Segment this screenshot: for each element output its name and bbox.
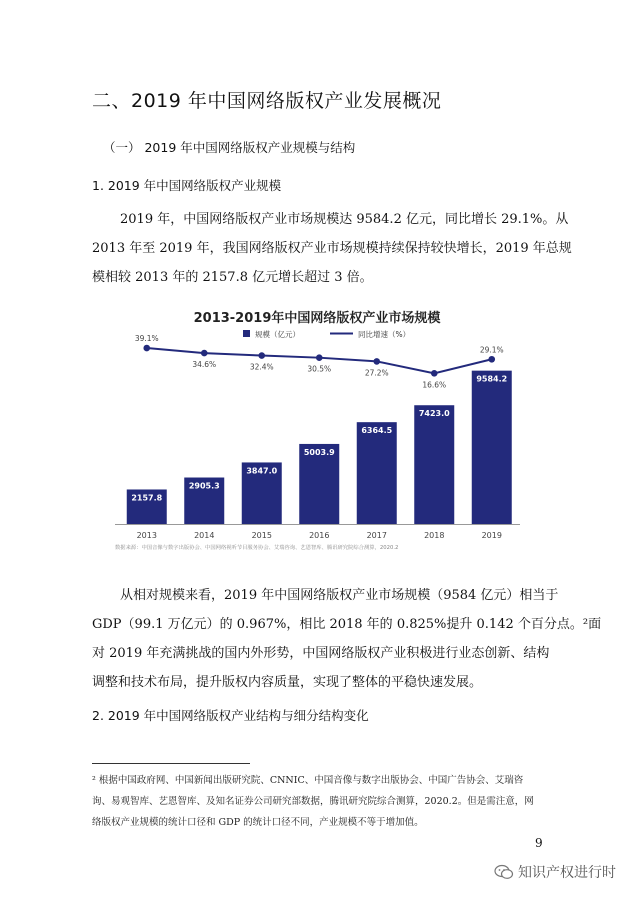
paragraph-line: 调整和技术布局，提升版权内容质量，实现了整体的平稳快速发展。 bbox=[92, 675, 483, 690]
paragraph-line: 从相对规模来看，2019 年中国网络版权产业市场规模（9584 亿元）相当于 bbox=[120, 588, 559, 603]
chart-legend bbox=[243, 329, 410, 339]
footnote-line: ² 根据中国政府网、中国新闻出版研究院、CNNIC、中国音像与数字出版协会、中国广告协会、艾瑞咨 bbox=[92, 775, 524, 786]
subsubsection-heading-1: 1. 2019 年中国网络版权产业规模 bbox=[92, 178, 282, 193]
growth-point bbox=[316, 354, 323, 361]
paragraph-line: 对 2019 年充满挑战的国内外形势，中国网络版权产业积极进行业态创新、结构 bbox=[92, 646, 550, 661]
chart-title: 2013-2019年中国网络版权产业市场规模 bbox=[193, 311, 441, 326]
paragraph-line: 2013 年至 2019 年，我国网络版权产业市场规模持续保持较快增长，2019 年总规 bbox=[92, 241, 572, 256]
paragraph-line: 2019 年，中国网络版权产业市场规模达 9584.2 亿元，同比增长 29.1%。从 bbox=[120, 212, 569, 227]
subsection-heading: （一） 2019 年中国网络版权产业规模与结构 bbox=[103, 140, 356, 155]
x-tick-label: 2015 bbox=[251, 531, 272, 540]
watermark bbox=[494, 862, 616, 882]
growth-point bbox=[258, 352, 265, 359]
footnote-line: 询、易观智库、艺恩智库、及知名证券公司研究部数据，腾讯研究院综合测算，2020.2。但是需注意，网 bbox=[92, 796, 534, 807]
paragraph-line: GDP（99.1 万亿元）的 0.967%，相比 2018 年的 0.825%提升 0.142 个百分点。²面 bbox=[92, 617, 602, 632]
subsubsection-heading-2: 2. 2019 年中国网络版权产业结构与细分结构变化 bbox=[92, 708, 369, 723]
growth-label: 27.2% bbox=[364, 368, 389, 378]
growth-label: 16.6% bbox=[422, 380, 447, 390]
x-tick-label: 2018 bbox=[424, 531, 445, 540]
bar-value-label: 7423.0 bbox=[418, 409, 450, 419]
growth-label: 39.1% bbox=[134, 334, 159, 344]
growth-label: 32.4% bbox=[249, 362, 274, 372]
bar-value-label: 3847.0 bbox=[246, 466, 278, 476]
x-tick-label: 2014 bbox=[194, 531, 215, 540]
legend-line-label: 同比增速（%） bbox=[358, 330, 411, 339]
chart-source: 数据来源：中国音像与数字出版协会、中国网络视听节目服务协会、艾瑞咨询、艺恩智库、腾讯研究院综合测算，2020.2 bbox=[115, 545, 399, 551]
bar-2018 bbox=[414, 405, 454, 524]
x-tick-label: 2016 bbox=[309, 531, 330, 540]
market-size-chart bbox=[105, 300, 530, 552]
paragraph-2 bbox=[92, 581, 602, 697]
footnote-divider bbox=[92, 763, 250, 764]
bar-value-label: 2905.3 bbox=[188, 481, 220, 491]
bar-value-label: 5003.9 bbox=[303, 447, 335, 457]
wechat-icon bbox=[494, 864, 514, 880]
growth-label: 29.1% bbox=[479, 345, 504, 355]
bar-value-label: 9584.2 bbox=[476, 374, 508, 384]
growth-point bbox=[488, 356, 495, 363]
x-tick-label: 2013 bbox=[136, 531, 157, 540]
growth-point bbox=[431, 370, 438, 377]
bar-value-label: 2157.8 bbox=[131, 493, 163, 503]
x-tick-label: 2019 bbox=[481, 531, 502, 540]
growth-point bbox=[373, 358, 380, 365]
bar-value-label: 6364.5 bbox=[361, 426, 393, 436]
x-tick-label: 2017 bbox=[366, 531, 387, 540]
legend-bar-label: 规模（亿元） bbox=[255, 330, 300, 339]
paragraph-1 bbox=[92, 205, 572, 292]
growth-label: 30.5% bbox=[307, 364, 332, 374]
growth-label: 34.6% bbox=[192, 360, 217, 370]
bar-2017 bbox=[357, 422, 397, 524]
footnote-line: 络版权产业规模的统计口径和 GDP 的统计口径不同，产业规模不等于增加值。 bbox=[92, 817, 424, 828]
section-heading: 二、2019 年中国网络版权产业发展概况 bbox=[92, 90, 442, 112]
growth-point bbox=[143, 345, 150, 352]
bar-2019 bbox=[472, 371, 512, 524]
watermark-text: 知识产权进行时 bbox=[518, 865, 616, 881]
legend-bar-swatch bbox=[243, 330, 250, 337]
footnote bbox=[92, 770, 552, 833]
paragraph-line: 模相较 2013 年的 2157.8 亿元增长超过 3 倍。 bbox=[92, 270, 373, 285]
page-number: 9 bbox=[535, 836, 543, 850]
growth-point bbox=[201, 350, 208, 357]
